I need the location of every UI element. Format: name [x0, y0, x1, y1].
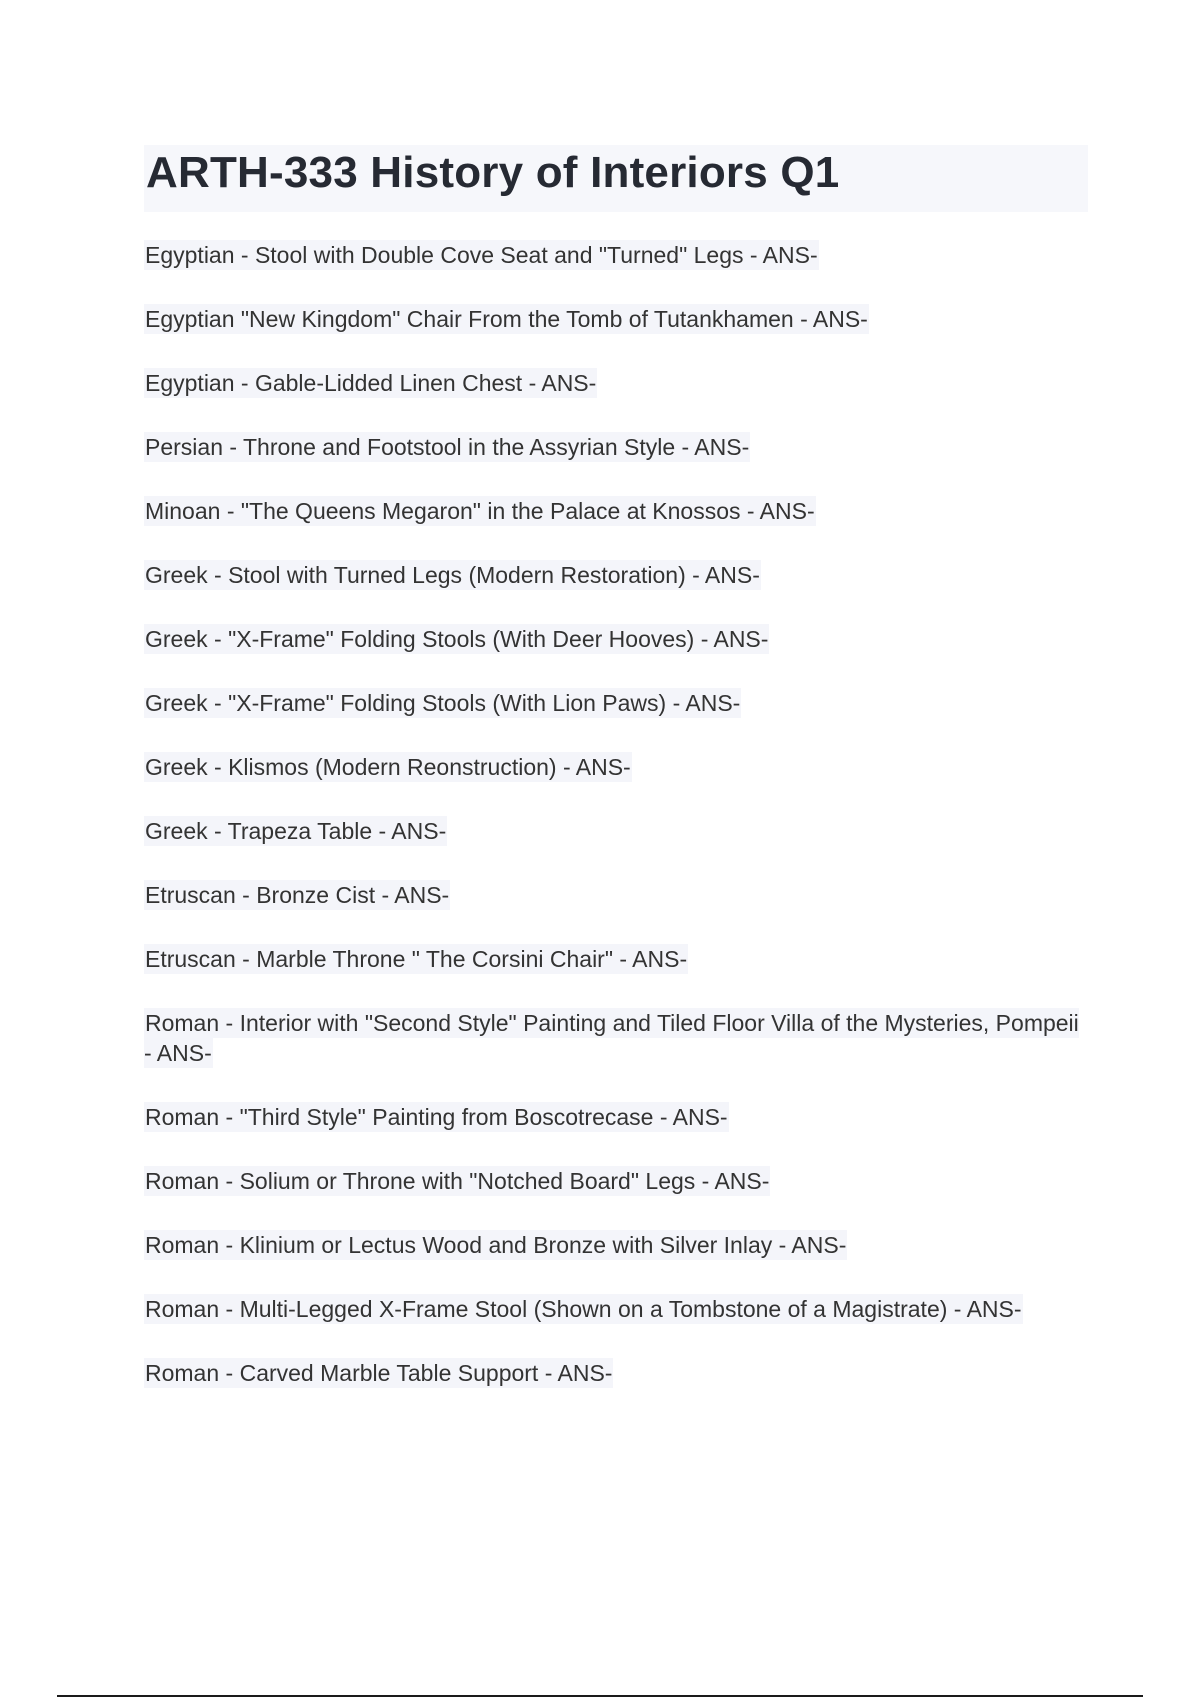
list-item: Egyptian "New Kingdom" Chair From the Tomb of Tutankhamen - ANS- [145, 306, 868, 332]
list-item: Roman - Multi-Legged X-Frame Stool (Shown on a Tombstone of a Magistrate) - ANS- [145, 1296, 1022, 1322]
list-item: Roman - Interior with "Second Style" Painting and Tiled Floor Villa of the Mysteries, Pompeii - ANS- [144, 1010, 1079, 1066]
list-item: Roman - Klinium or Lectus Wood and Bronze with Silver Inlay - ANS- [145, 1232, 847, 1258]
list-item: Etruscan - Marble Throne " The Corsini Chair" - ANS- [145, 946, 688, 972]
list-item: Persian - Throne and Footstool in the Assyrian Style - ANS- [145, 434, 750, 460]
list-item: Egyptian - Stool with Double Cove Seat and "Turned" Legs - ANS- [145, 242, 818, 268]
list-item: Greek - "X-Frame" Folding Stools (With Lion Paws) - ANS- [145, 690, 741, 716]
list-item: Roman - Solium or Throne with "Notched Board" Legs - ANS- [145, 1168, 770, 1194]
list-item: Egyptian - Gable-Lidded Linen Chest - ANS- [145, 370, 597, 396]
list-item: Greek - Trapeza Table - ANS- [145, 818, 447, 844]
list-item: Minoan - "The Queens Megaron" in the Palace at Knossos - ANS- [145, 498, 815, 524]
list-item: Greek - Klismos (Modern Reonstruction) - ANS- [145, 754, 631, 780]
page-title: ARTH-333 History of Interiors Q1 [146, 148, 840, 197]
footer-divider [57, 1695, 1143, 1697]
question-list [144, 240, 1088, 1388]
list-item: Greek - "X-Frame" Folding Stools (With Deer Hooves) - ANS- [145, 626, 769, 652]
list-item: Roman - Carved Marble Table Support - ANS- [145, 1360, 613, 1386]
list-item: Greek - Stool with Turned Legs (Modern Restoration) - ANS- [145, 562, 760, 588]
list-item: Etruscan - Bronze Cist - ANS- [145, 882, 450, 908]
list-item: Roman - "Third Style" Painting from Boscotrecase - ANS- [145, 1104, 728, 1130]
